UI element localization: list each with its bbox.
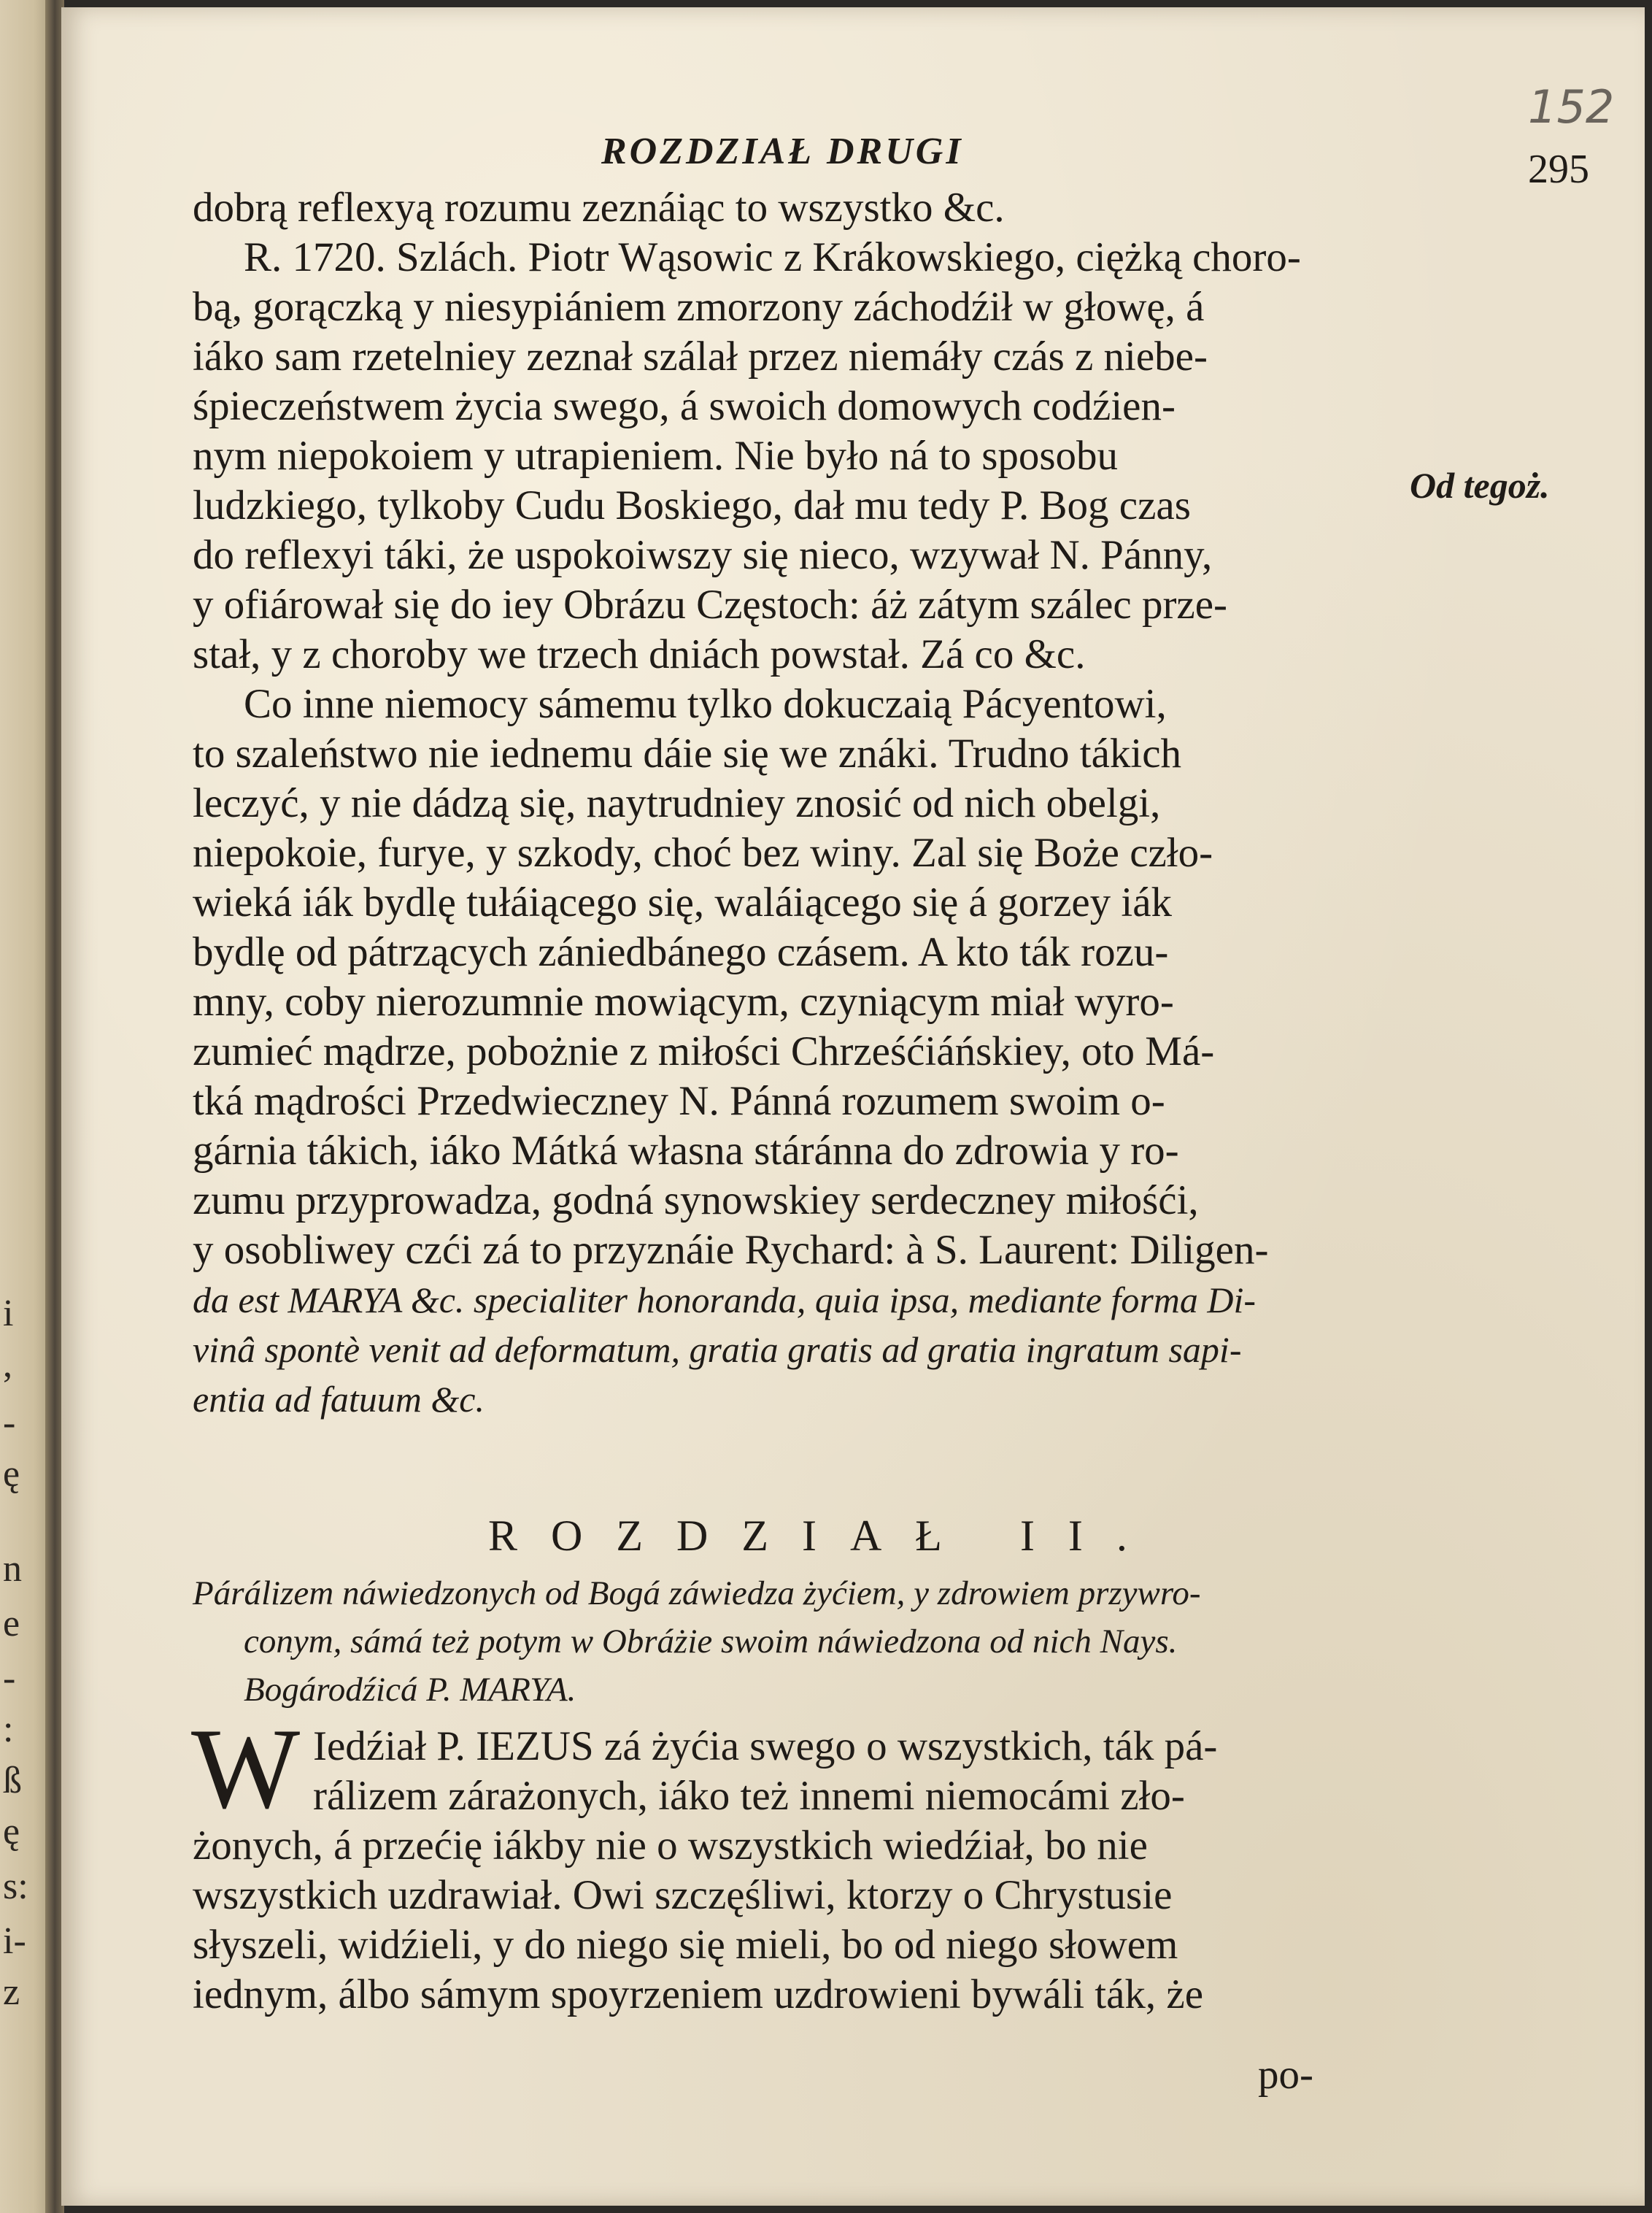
margin-glyph: - bbox=[3, 1658, 16, 1699]
body-line: y osobliwey czći zá to przyznáie Rychard: à S. Laurent: Diligen- bbox=[193, 1227, 1269, 1273]
chapter-line: słyszeli, widźieli, y do niego się mieli, bo od niego słowem bbox=[193, 1922, 1178, 1968]
body-line: iáko sam rzetelniey zeznał szálał przez niemáły czás z niebe- bbox=[193, 334, 1208, 380]
body-line: stał, y z choroby we trzech dniách powstał. Zá co &c. bbox=[193, 631, 1086, 677]
margin-glyph: ę bbox=[3, 1811, 20, 1852]
body-line-latin: da est MARYA &c. specialiter honoranda, quia ipsa, mediante forma Di- bbox=[193, 1279, 1257, 1320]
chapter-heading: ROZDZIAŁ II. bbox=[488, 1512, 1161, 1560]
body-line: R. 1720. Szlách. Piotr Wąsowic z Krákowskiego, ciężką choro- bbox=[244, 234, 1301, 280]
chapter-line: wszystkich uzdrawiał. Owi szczęśliwi, ktorzy o Chrystusie bbox=[193, 1872, 1173, 1918]
margin-glyph: - bbox=[3, 1402, 16, 1444]
chapter-line: Iedźiał P. IEZUS zá żyćia swego o wszystkich, ták pá- bbox=[313, 1723, 1218, 1769]
body-line: mny, coby nierozumnie mowiącym, czyniącym miał wyro- bbox=[193, 979, 1174, 1025]
margin-glyph: i- bbox=[3, 1920, 26, 1962]
body-line: y ofiárował się do iey Obrázu Częstoch: áż zátym szálec prze- bbox=[193, 582, 1228, 628]
body-line: bą, gorączką y niesypiániem zmorzony záchodźił w głowę, á bbox=[193, 284, 1205, 330]
chapter-summary-line: Bogárodźicá P. MARYA. bbox=[244, 1671, 576, 1709]
body-line: nym niepokoiem y utrapieniem. Nie było ná to sposobu bbox=[193, 433, 1119, 479]
margin-glyph: e bbox=[3, 1603, 20, 1644]
body-line: do reflexyi táki, że uspokoiwszy się nieco, wzywał N. Pánny, bbox=[193, 532, 1213, 578]
body-line: bydlę od pátrzących zániedbánego czásem. A kto ták rozu- bbox=[193, 929, 1169, 975]
margin-glyph: , bbox=[3, 1344, 12, 1385]
catchword: po- bbox=[1258, 2052, 1313, 2098]
body-line: zumu przyprowadza, godná synowskiey serdeczney miłośći, bbox=[193, 1177, 1199, 1223]
margin-glyph: : bbox=[3, 1709, 14, 1750]
body-line: to szaleństwo nie iednemu dáie się we znáki. Trudno tákich bbox=[193, 731, 1182, 777]
body-line: wieká iák bydlę tułáiącego się, waláiącego się á gorzey iák bbox=[193, 880, 1173, 925]
chapter-line: rálizem zárażonych, iáko też innemi niemocámi zło- bbox=[313, 1773, 1185, 1819]
pencil-folio-number: 152 bbox=[1528, 80, 1615, 134]
body-line: ludzkiego, tylkoby Cudu Boskiego, dał mu tedy P. Bog czas bbox=[193, 482, 1191, 528]
chapter-line: żonych, á przećię iákby nie o wszystkich wiedźiał, bo nie bbox=[193, 1823, 1148, 1868]
chapter-line: iednym, álbo sámym spoyrzeniem uzdrowieni bywáli ták, że bbox=[193, 1971, 1204, 2017]
chapter-summary-line: Párálizem náwiedzonych od Bogá záwiedza żyćiem, y zdrowiem przywro- bbox=[193, 1574, 1201, 1612]
body-line: tká mądrości Przedwieczney N. Pánná rozumem swoim o- bbox=[193, 1078, 1165, 1124]
right-page bbox=[61, 7, 1645, 2206]
body-line: gárnia tákich, iáko Mátká własna stáránna do zdrowia y ro- bbox=[193, 1128, 1179, 1174]
body-line: dobrą reflexyą rozumu zeznáiąc to wszystko &c. bbox=[193, 185, 1005, 231]
margin-glyph: s: bbox=[3, 1866, 28, 1907]
margin-glyph: i bbox=[3, 1293, 14, 1334]
running-head: ROZDZIAŁ DRUGI bbox=[601, 131, 964, 172]
body-line: Co inne niemocy sámemu tylko dokuczaią Pácyentowi, bbox=[244, 681, 1167, 727]
marginal-note: Od tegoż. bbox=[1410, 465, 1550, 506]
body-line-latin: entia ad fatuum &c. bbox=[193, 1379, 485, 1420]
body-line: niepokoie, furye, y szkody, choć bez winy. Zal się Boże czło- bbox=[193, 830, 1213, 876]
body-line: leczyć, y nie dádzą się, naytrudniey znosić od nich obelgi, bbox=[193, 780, 1161, 826]
margin-glyph: ę bbox=[3, 1453, 20, 1495]
margin-glyph: n bbox=[3, 1548, 22, 1590]
chapter-summary-line: conym, sámá też potym w Obráżie swoim náwiedzona od nich Nays. bbox=[244, 1623, 1178, 1660]
margin-glyph: z bbox=[3, 1971, 20, 2013]
drop-cap: W bbox=[191, 1705, 301, 1833]
body-line: zumieć mądrze, pobożnie z miłości Chrześćiáńskiey, oto Má- bbox=[193, 1028, 1215, 1074]
margin-glyph: ß bbox=[3, 1760, 22, 1801]
page-number: 295 bbox=[1528, 147, 1589, 192]
body-line-latin: vinâ spontè venit ad deformatum, gratia gratis ad gratia ingratum sapi- bbox=[193, 1329, 1242, 1370]
body-line: śpieczeństwem życia swego, á swoich domowych codźien- bbox=[193, 383, 1176, 429]
